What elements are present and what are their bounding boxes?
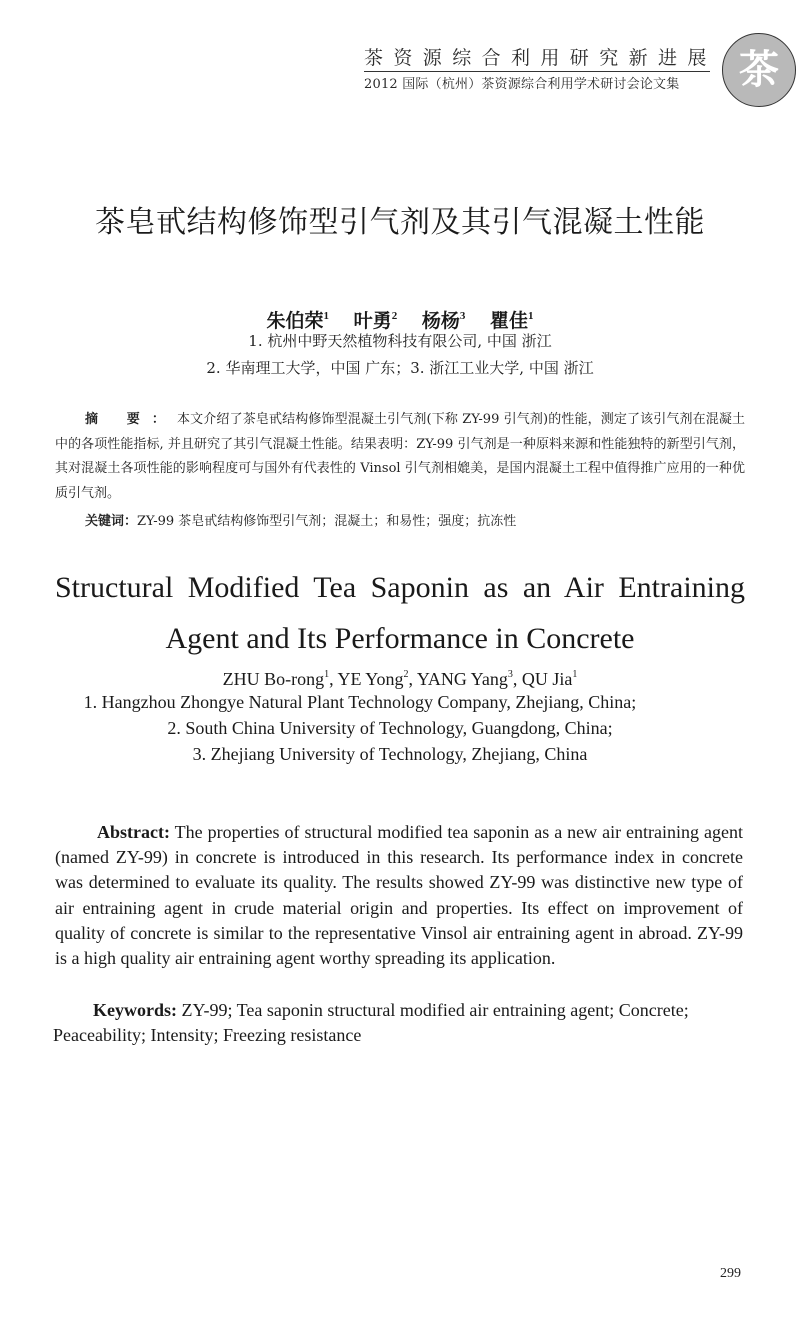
author-separator: , — [329, 669, 338, 689]
chinese-title: 茶皂甙结构修饰型引气剂及其引气混凝土性能 — [95, 205, 705, 240]
chinese-affiliation-2-3: 2. 华南理工大学，中国 广东；3. 浙江工业大学, 中国 浙江 — [206, 359, 594, 377]
author-affiliation-mark: 2 — [403, 669, 409, 680]
author-affiliation-mark: 2 — [391, 310, 398, 322]
author-affiliation-mark: 1 — [323, 310, 330, 322]
chinese-abstract — [55, 408, 745, 506]
english-keywords-text: ZY-99; Tea saponin structural modified air entraining agent; Concrete; Peaceability; Intensity; Freezing resistance — [53, 1000, 689, 1046]
english-keywords-label: Keywords: — [93, 1000, 177, 1020]
chinese-abstract-text: 本文介绍了茶皂甙结构修饰型混凝土引气剂(下称 ZY-99 引气剂)的性能，测定了该引气剂在混凝土中的各项性能指标, 并且研究了其引气混凝土性能。结果表明：ZY-99 引气剂是一种原料来源和性能独特的新型引气剂，其对混凝土各项性能的影响程度可与国外有代表性的 Vinsol 引气剂相媲美，是国内混凝土工程中值得推广应用的一种优质引气剂。 — [55, 412, 745, 501]
english-title-line-2: Agent and Its Performance in Concrete — [165, 622, 635, 655]
chinese-keywords-label: 关键词： — [85, 514, 138, 529]
english-title-line-1: Structural Modified Tea Saponin as an Air Entraining — [55, 571, 745, 604]
author-name: YE Yong — [337, 669, 404, 689]
english-author — [223, 669, 338, 689]
author-affiliation-mark: 1 — [527, 310, 534, 322]
english-author — [337, 669, 416, 689]
author-name: 瞿佳 — [489, 310, 528, 332]
english-abstract-text: The properties of structural modified tea saponin as a new air entraining agent (named ZY-99) in concrete is introduced in this research. Its performance index in concrete was determined to evaluate its quality. The results showed ZY-99 was distinctive new type of air entraining agent in crude material origin and properties. Its effect on improvement of quality of concrete is similar to the representative Vinsol air entraining agent in abroad. ZY-99 is a high quality air entraining agent worthy spreading its application. — [55, 822, 743, 969]
chinese-author — [490, 310, 534, 332]
running-header-series-title: 茶资源综合利用研究新进展 — [364, 47, 717, 69]
english-author — [417, 669, 522, 689]
tea-seal-logo — [722, 33, 796, 107]
author-name: ZHU Bo-rong — [222, 669, 325, 689]
english-abstract — [55, 820, 743, 971]
chinese-affiliation-1: 1. 杭州中野天然植物科技有限公司, 中国 浙江 — [248, 332, 552, 350]
author-separator: , — [512, 669, 522, 689]
author-affiliation-mark: 1 — [572, 669, 578, 680]
chinese-author — [267, 310, 330, 332]
chinese-author — [354, 310, 398, 332]
author-name: QU Jia — [521, 669, 573, 689]
chinese-keywords — [85, 511, 745, 533]
header-rule — [364, 71, 710, 72]
english-abstract-label: Abstract: — [97, 822, 170, 842]
author-name: 朱伯荣 — [266, 310, 324, 332]
author-name: 叶勇 — [353, 310, 392, 332]
author-affiliation-mark: 3 — [459, 310, 466, 322]
english-affiliation-3: 3. Zhejiang University of Technology, Zhejiang, China — [192, 744, 588, 764]
english-author — [522, 669, 578, 689]
author-name: YANG Yang — [416, 669, 508, 689]
english-keywords — [53, 998, 753, 1048]
author-affiliation-mark: 3 — [507, 669, 513, 680]
english-affiliation-1: 1. Hangzhou Zhongye Natural Plant Technology Company, Zhejiang, China; — [83, 692, 637, 712]
english-authors — [0, 663, 800, 691]
author-name: 杨杨 — [421, 310, 460, 332]
english-affiliation-2: 2. South China University of Technology, Guangdong, China; — [167, 718, 613, 738]
chinese-author — [422, 310, 466, 332]
chinese-abstract-label: 摘 要： — [85, 412, 178, 427]
page-number: 299 — [720, 1266, 741, 1281]
author-affiliation-mark: 1 — [324, 669, 330, 680]
author-separator: , — [408, 669, 417, 689]
running-header-proceedings: 2012 国际（杭州）茶资源综合利用学术研讨会论文集 — [364, 77, 680, 92]
chinese-keywords-text: ZY-99 茶皂甙结构修饰型引气剂；混凝土；和易性；强度；抗冻性 — [137, 514, 517, 529]
tea-seal-char: 茶 — [739, 47, 779, 93]
